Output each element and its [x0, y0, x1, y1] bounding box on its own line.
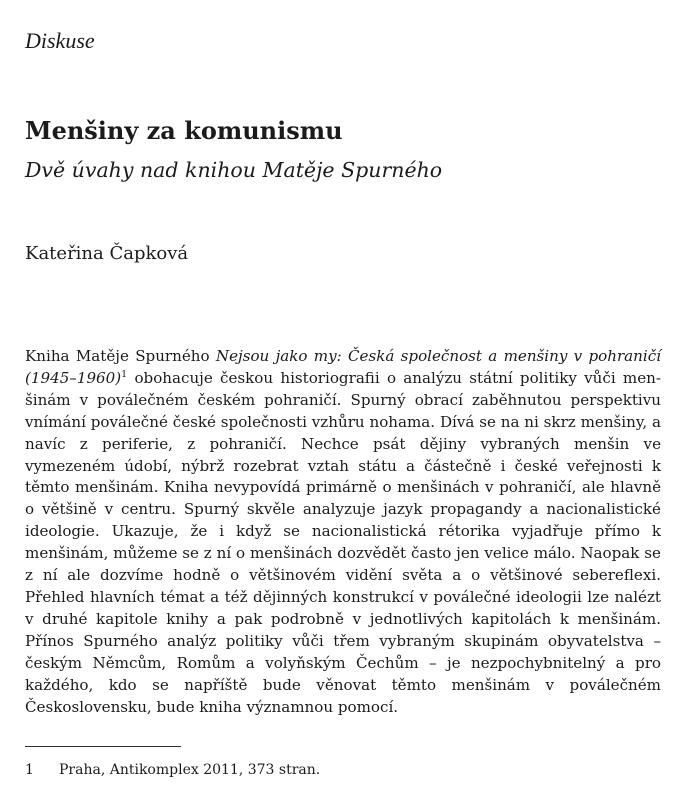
footnote-reference[interactable]: 1: [121, 368, 128, 380]
footnote-text: Praha, Antikomplex 2011, 373 stran.: [59, 762, 321, 778]
book-title: Nejsou jako my: Česká společnost a menšiny v pohraničí (1945–1960): [25, 347, 662, 387]
footnote-divider: [25, 746, 181, 747]
author-name: Kateřina Čapková: [25, 243, 189, 264]
article-subtitle: Dvě úvahy nad knihou Matěje Spurného: [25, 158, 443, 182]
footnote: [25, 762, 320, 778]
paragraph-text: obohacuje českou historiografii o analýzu státní politiky vůči menšinám v poválečném českém pohraničí. Spurný obrací zaběhnutou perspektivu vnímání poválečné české společnosti vzhůru nohama. Dívá se na ni skrz menšiny, a navíc z periferie, z pohraničí. Nechce psát dějiny vybraných menšin ve vymezeném údobí, nýbrž rozebrat vztah státu a částečně i české veřejnosti k těmto menšinám. Kniha nevypovídá primárně o menšinách v pohraničí, ale hlavně o většině v centru. Spurný skvěle analyzuje jazyk propagandy a nacionalistické ideologie. Ukazuje, že i když se nacionalistická rétorika vyjadřuje přímo k menšinám, můžeme se z ní o menšinách dozvědět často jen velice málo. Naopak se z ní ale dozvíme hodně o většinovém vidění světa a o většinové sebereflexi. Přehled hlavních témat a též dějinných konstrukcí v poválečné ideologii lze nalézt v druhé kapitole knihy a pak podrobně v jednotlivých kapitolách k menšinám. Přínos Spurného analýz politiky vůči třem vybraným skupinám obyvatelstva – českým Němcům, Romům a volyňským Čechům – je nezpochybnitelný a pro každého, kdo se napříště bude věnovat těmto menšinám v poválečném Československu, bude kniha významnou pomocí.: [25, 368, 661, 716]
paragraph-intro: Kniha Matěje Spurného: [25, 347, 216, 365]
section-label: Diskuse: [25, 28, 95, 53]
footnote-number: 1: [25, 762, 34, 778]
article-title: Menšiny za komunismu: [25, 116, 343, 145]
body-paragraph: [25, 346, 661, 718]
